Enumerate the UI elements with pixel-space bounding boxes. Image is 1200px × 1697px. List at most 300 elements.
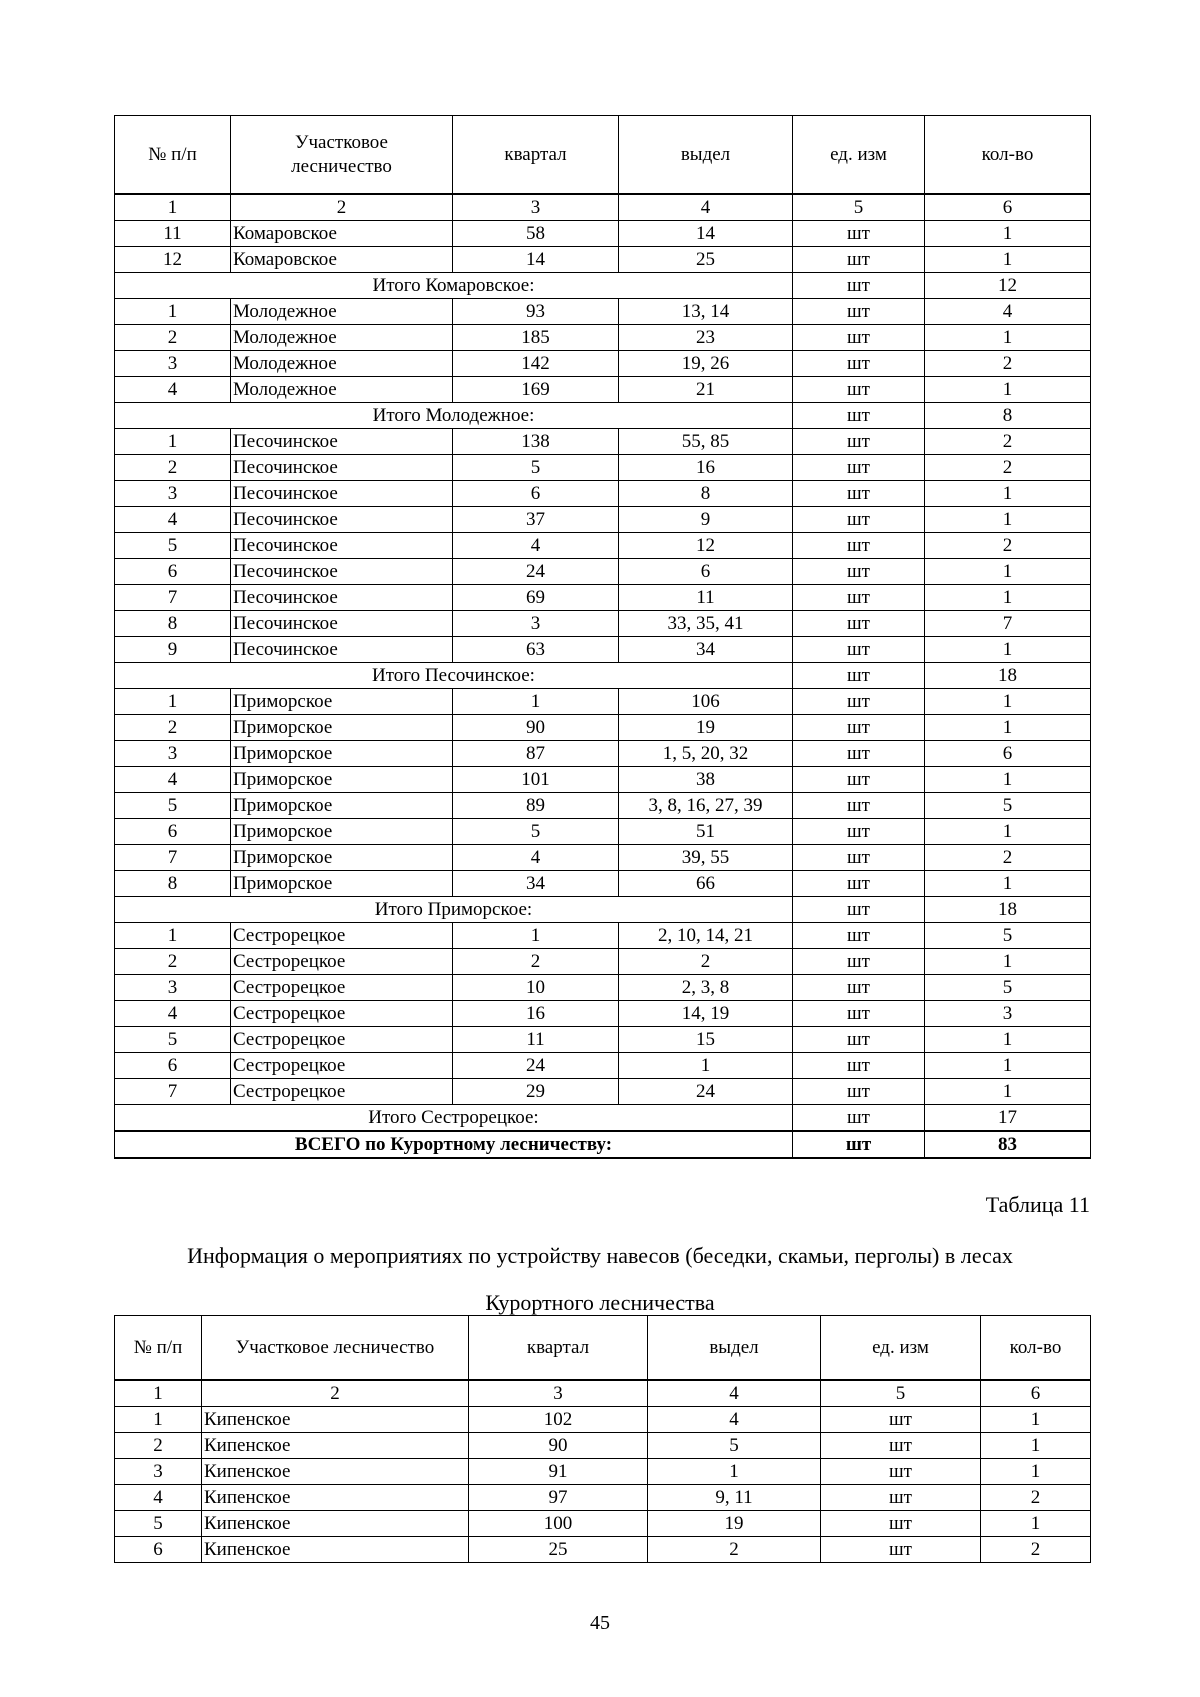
qty-value: 5 [925,923,1091,949]
subtotal-label: Итого Приморское: [115,897,793,923]
vydel-value: 33, 35, 41 [619,611,793,637]
unit-value: шт [793,975,925,1001]
row-number: 6 [115,1053,231,1079]
vydel-value: 66 [619,871,793,897]
kvartal-value: 29 [453,1079,619,1105]
row-number: 12 [115,247,231,273]
forestry-name: Приморское [231,819,453,845]
subtotal-row [115,403,1091,429]
kvartal-value: 4 [453,845,619,871]
row-number: 5 [115,793,231,819]
table-row [115,247,1091,273]
forestry-name: Приморское [231,715,453,741]
vydel-value: 2 [648,1537,821,1563]
kvartal-value: 58 [453,221,619,247]
qty-value: 6 [925,741,1091,767]
row-number: 2 [115,715,231,741]
qty-value: 1 [925,559,1091,585]
kvartal-value: 10 [453,975,619,1001]
table-row [115,351,1091,377]
forestry-table-1 [114,115,1091,1159]
header-qty: кол-во [981,1316,1091,1381]
kvartal-value: 24 [453,1053,619,1079]
vydel-value: 106 [619,689,793,715]
forestry-name: Комаровское [231,247,453,273]
table-row [115,585,1091,611]
col-num: 4 [619,194,793,221]
kvartal-value: 4 [453,533,619,559]
kvartal-value: 100 [469,1511,648,1537]
unit-value: шт [793,767,925,793]
subtotal-label: Итого Песочинское: [115,663,793,689]
vydel-value: 1 [648,1459,821,1485]
unit-value: шт [793,1079,925,1105]
table-row [115,949,1091,975]
grand-total-row [115,1131,1091,1158]
qty-value: 1 [925,585,1091,611]
vydel-value: 1, 5, 20, 32 [619,741,793,767]
unit-value: шт [793,299,925,325]
kvartal-value: 138 [453,429,619,455]
table-row [115,559,1091,585]
kvartal-value: 90 [469,1433,648,1459]
unit-value: шт [793,923,925,949]
kvartal-value: 25 [469,1537,648,1563]
header-qty: кол-во [925,116,1091,195]
unit-value: шт [793,351,925,377]
col-num: 2 [231,194,453,221]
grand-total-label: ВСЕГО по Курортному лесничеству: [115,1131,793,1158]
row-number: 4 [115,377,231,403]
vydel-value: 19, 26 [619,351,793,377]
col-num: 1 [115,1380,202,1407]
row-number: 3 [115,741,231,767]
col-num: 1 [115,194,231,221]
table-body [115,1380,1091,1563]
forestry-name: Приморское [231,741,453,767]
col-num: 6 [925,194,1091,221]
kvartal-value: 6 [453,481,619,507]
forestry-name: Приморское [231,871,453,897]
row-number: 6 [115,819,231,845]
header-number: № п/п [115,116,231,195]
qty-value: 2 [925,533,1091,559]
vydel-value: 1 [619,1053,793,1079]
unit-value: шт [793,403,925,429]
forestry-name: Сестрорецкое [231,975,453,1001]
forestry-name: Молодежное [231,351,453,377]
vydel-value: 9 [619,507,793,533]
qty-value: 2 [925,845,1091,871]
unit-value: шт [793,481,925,507]
forestry-name: Песочинское [231,585,453,611]
unit-value: шт [793,585,925,611]
table-row [115,1537,1091,1563]
forestry-name: Кипенское [202,1537,469,1563]
forestry-name: Молодежное [231,377,453,403]
table-row [115,715,1091,741]
kvartal-value: 102 [469,1407,648,1433]
qty-value: 8 [925,403,1091,429]
forestry-name: Песочинское [231,429,453,455]
qty-value: 1 [925,247,1091,273]
kvartal-value: 3 [453,611,619,637]
table-row [115,429,1091,455]
page-number: 45 [590,1612,610,1634]
row-number: 7 [115,845,231,871]
forestry-name: Приморское [231,793,453,819]
row-number: 3 [115,975,231,1001]
qty-value: 1 [925,507,1091,533]
row-number: 4 [115,767,231,793]
table-row [115,689,1091,715]
row-number: 3 [115,351,231,377]
vydel-value: 38 [619,767,793,793]
header-unit: ед. изм [821,1316,981,1381]
kvartal-value: 63 [453,637,619,663]
table-row [115,1407,1091,1433]
forestry-table-2 [114,1315,1091,1563]
subtotal-row [115,1105,1091,1132]
row-number: 6 [115,559,231,585]
qty-value: 3 [925,1001,1091,1027]
header-kvartal: квартал [453,116,619,195]
unit-value: шт [821,1537,981,1563]
col-num: 3 [469,1380,648,1407]
subtotal-label: Итого Комаровское: [115,273,793,299]
forestry-name: Песочинское [231,559,453,585]
unit-value: шт [793,559,925,585]
vydel-value: 11 [619,585,793,611]
kvartal-value: 91 [469,1459,648,1485]
table-caption-title [100,1232,1100,1326]
table-row [115,299,1091,325]
unit-value: шт [793,793,925,819]
unit-value: шт [793,819,925,845]
kvartal-value: 37 [453,507,619,533]
qty-value: 1 [925,377,1091,403]
table-header [115,116,1091,195]
vydel-value: 51 [619,819,793,845]
table-title-line-1: Информация о мероприятиях по устройству навесов (беседки, скамьи, перголы) в лесах [187,1243,1013,1268]
unit-value: шт [821,1433,981,1459]
forestry-name: Песочинское [231,481,453,507]
subtotal-row [115,897,1091,923]
row-number: 1 [115,429,231,455]
row-number: 11 [115,221,231,247]
forestry-name: Сестрорецкое [231,1079,453,1105]
vydel-value: 16 [619,455,793,481]
row-number: 3 [115,1459,202,1485]
table-row [115,1459,1091,1485]
column-number-row [115,194,1091,221]
forestry-name: Сестрорецкое [231,1053,453,1079]
vydel-value: 55, 85 [619,429,793,455]
subtotal-label: Итого Молодежное: [115,403,793,429]
row-number: 1 [115,1407,202,1433]
qty-value: 2 [925,351,1091,377]
header-forestry: Участковое лесничество [202,1316,469,1381]
kvartal-value: 169 [453,377,619,403]
vydel-value: 13, 14 [619,299,793,325]
row-number: 4 [115,1485,202,1511]
kvartal-value: 5 [453,455,619,481]
kvartal-value: 97 [469,1485,648,1511]
qty-value: 5 [925,975,1091,1001]
unit-value: шт [793,689,925,715]
qty-value: 1 [981,1433,1091,1459]
unit-value: шт [793,1027,925,1053]
forestry-name: Приморское [231,845,453,871]
forestry-name: Песочинское [231,455,453,481]
qty-value: 1 [925,689,1091,715]
col-num: 3 [453,194,619,221]
vydel-value: 2, 10, 14, 21 [619,923,793,949]
col-num: 6 [981,1380,1091,1407]
table-header [115,1316,1091,1381]
vydel-value: 34 [619,637,793,663]
qty-value: 1 [925,949,1091,975]
kvartal-value: 142 [453,351,619,377]
table-row [115,1485,1091,1511]
vydel-value: 24 [619,1079,793,1105]
vydel-value: 2, 3, 8 [619,975,793,1001]
forestry-name: Комаровское [231,221,453,247]
kvartal-value: 185 [453,325,619,351]
forestry-name: Песочинское [231,637,453,663]
vydel-value: 19 [648,1511,821,1537]
unit-value: шт [793,663,925,689]
table-row [115,325,1091,351]
col-num: 5 [821,1380,981,1407]
row-number: 2 [115,1433,202,1459]
table-row [115,455,1091,481]
row-number: 3 [115,481,231,507]
kvartal-value: 89 [453,793,619,819]
col-num: 2 [202,1380,469,1407]
unit-value: шт [821,1485,981,1511]
forestry-name: Сестрорецкое [231,1027,453,1053]
row-number: 6 [115,1537,202,1563]
kvartal-value: 69 [453,585,619,611]
unit-value: шт [793,611,925,637]
kvartal-value: 93 [453,299,619,325]
forestry-name: Сестрорецкое [231,949,453,975]
header-unit: ед. изм [793,116,925,195]
vydel-value: 14, 19 [619,1001,793,1027]
vydel-value: 25 [619,247,793,273]
subtotal-row [115,273,1091,299]
unit-value: шт [793,507,925,533]
qty-value: 1 [925,637,1091,663]
unit-value: шт [793,221,925,247]
table-row [115,481,1091,507]
qty-value: 1 [925,1053,1091,1079]
header-vydel: выдел [619,116,793,195]
col-num: 5 [793,194,925,221]
row-number: 7 [115,585,231,611]
header-kvartal: квартал [469,1316,648,1381]
qty-value: 2 [981,1537,1091,1563]
kvartal-value: 1 [453,923,619,949]
vydel-value: 9, 11 [648,1485,821,1511]
subtotal-row [115,663,1091,689]
qty-value: 1 [981,1511,1091,1537]
forestry-name: Песочинское [231,507,453,533]
kvartal-value: 101 [453,767,619,793]
row-number: 1 [115,923,231,949]
unit-value: шт [793,273,925,299]
header-row [115,1316,1091,1381]
header-forestry-text: Участковое лесничество [291,131,392,177]
unit-value: шт [821,1407,981,1433]
table-row [115,793,1091,819]
vydel-value: 2 [619,949,793,975]
header-forestry [231,116,453,195]
table-body [115,194,1091,1158]
qty-value: 2 [925,429,1091,455]
forestry-name: Песочинское [231,611,453,637]
qty-value: 18 [925,663,1091,689]
kvartal-value: 16 [453,1001,619,1027]
forestry-name: Песочинское [231,533,453,559]
vydel-value: 5 [648,1433,821,1459]
kvartal-value: 1 [453,689,619,715]
qty-value: 1 [981,1459,1091,1485]
forestry-name: Кипенское [202,1511,469,1537]
qty-value: 4 [925,299,1091,325]
forestry-name: Кипенское [202,1433,469,1459]
kvartal-value: 14 [453,247,619,273]
table-title-line-2: Курортного лесничества [485,1290,715,1315]
row-number: 8 [115,871,231,897]
row-number: 5 [115,1511,202,1537]
row-number: 5 [115,1027,231,1053]
table-row [115,1053,1091,1079]
qty-value: 2 [981,1485,1091,1511]
unit-value: шт [793,897,925,923]
col-num: 4 [648,1380,821,1407]
table-row [115,1079,1091,1105]
row-number: 2 [115,949,231,975]
kvartal-value: 2 [453,949,619,975]
kvartal-value: 11 [453,1027,619,1053]
unit-value: шт [793,1001,925,1027]
vydel-value: 23 [619,325,793,351]
row-number: 2 [115,455,231,481]
qty-value: 1 [925,1079,1091,1105]
qty-value: 5 [925,793,1091,819]
table-row [115,637,1091,663]
table-row [115,1433,1091,1459]
table-row [115,221,1091,247]
forestry-name: Сестрорецкое [231,923,453,949]
vydel-value: 6 [619,559,793,585]
table-row [115,819,1091,845]
unit-value: шт [793,715,925,741]
unit-value: шт [793,949,925,975]
vydel-value: 8 [619,481,793,507]
unit-value: шт [793,1053,925,1079]
kvartal-value: 34 [453,871,619,897]
qty-value: 1 [925,871,1091,897]
vydel-value: 21 [619,377,793,403]
subtotal-label: Итого Сестрорецкое: [115,1105,793,1132]
row-number: 2 [115,325,231,351]
header-vydel: выдел [648,1316,821,1381]
table-row [115,871,1091,897]
header-number: № п/п [115,1316,202,1381]
kvartal-value: 87 [453,741,619,767]
qty-value: 83 [925,1131,1091,1158]
table-row [115,377,1091,403]
row-number: 1 [115,689,231,715]
table-row [115,1511,1091,1537]
unit-value: шт [793,871,925,897]
header-row [115,116,1091,195]
qty-value: 1 [925,481,1091,507]
row-number: 8 [115,611,231,637]
unit-value: шт [793,455,925,481]
table-row [115,533,1091,559]
qty-value: 1 [981,1407,1091,1433]
table-row [115,767,1091,793]
qty-value: 7 [925,611,1091,637]
qty-value: 17 [925,1105,1091,1132]
table-row [115,975,1091,1001]
forestry-name: Молодежное [231,325,453,351]
qty-value: 1 [925,767,1091,793]
table-row [115,923,1091,949]
vydel-value: 39, 55 [619,845,793,871]
unit-value: шт [793,533,925,559]
table-caption-number: Таблица 11 [985,1192,1090,1217]
unit-value: шт [793,429,925,455]
unit-value: шт [793,637,925,663]
forestry-name: Кипенское [202,1485,469,1511]
unit-value: шт [793,741,925,767]
qty-value: 2 [925,455,1091,481]
column-number-row [115,1380,1091,1407]
table-row [115,1027,1091,1053]
unit-value: шт [821,1511,981,1537]
forestry-name: Приморское [231,767,453,793]
vydel-value: 12 [619,533,793,559]
forestry-name: Кипенское [202,1459,469,1485]
kvartal-value: 90 [453,715,619,741]
vydel-value: 15 [619,1027,793,1053]
qty-value: 1 [925,819,1091,845]
row-number: 7 [115,1079,231,1105]
row-number: 5 [115,533,231,559]
unit-value: шт [793,247,925,273]
kvartal-value: 5 [453,819,619,845]
qty-value: 18 [925,897,1091,923]
row-number: 9 [115,637,231,663]
kvartal-value: 24 [453,559,619,585]
qty-value: 12 [925,273,1091,299]
row-number: 4 [115,507,231,533]
table-row [115,1001,1091,1027]
qty-value: 1 [925,221,1091,247]
unit-value: шт [793,1131,925,1158]
forestry-name: Сестрорецкое [231,1001,453,1027]
qty-value: 1 [925,715,1091,741]
qty-value: 1 [925,325,1091,351]
unit-value: шт [793,377,925,403]
unit-value: шт [793,1105,925,1132]
unit-value: шт [793,845,925,871]
